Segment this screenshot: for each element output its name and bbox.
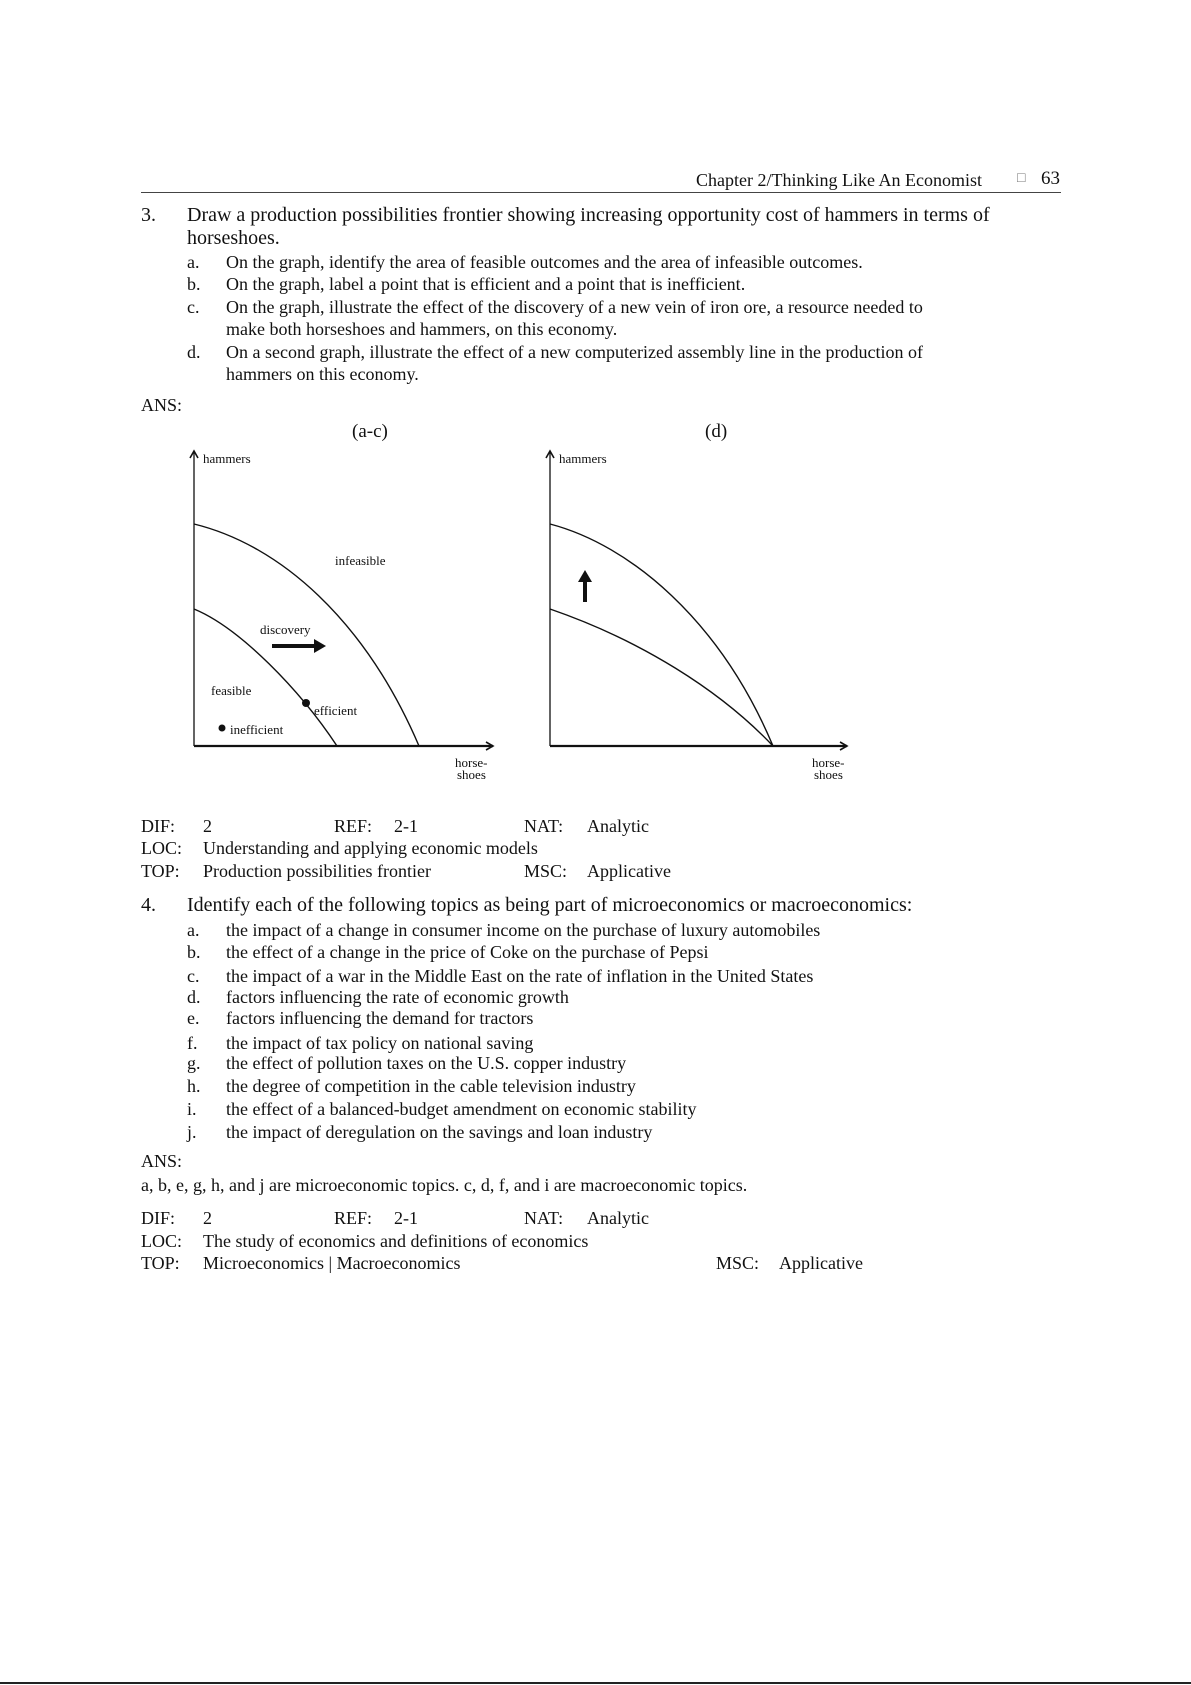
graph-a-c (194, 421, 493, 782)
item-letter: i. (187, 1099, 197, 1119)
y-axis-label: hammers (203, 451, 251, 466)
item-letter: h. (187, 1076, 201, 1096)
nat-label: NAT: (524, 1208, 564, 1228)
x-axis-label: shoes (814, 767, 843, 782)
x-axis-label: shoes (457, 767, 486, 782)
page-number: 63 (1041, 168, 1060, 189)
nat-value: Analytic (587, 1208, 649, 1228)
efficient-point (302, 699, 310, 707)
answer-text: a, b, e, g, h, and j are microeconomic topics. c, d, f, and i are macroeconomic topics. (141, 1175, 748, 1195)
item-text: the impact of deregulation on the savings and loan industry (226, 1122, 653, 1142)
item-text: the effect of pollution taxes on the U.S. copper industry (226, 1053, 627, 1073)
ref-value: 2-1 (394, 816, 418, 836)
item-text: hammers on this economy. (226, 364, 419, 384)
msc-value: Applicative (779, 1253, 863, 1273)
item-letter: f. (187, 1033, 198, 1053)
item-letter: c. (187, 966, 200, 986)
loc-label: LOC: (141, 1231, 183, 1251)
item-letter: j. (187, 1122, 197, 1142)
item-letter: g. (187, 1053, 201, 1073)
question-text: Identify each of the following topics as being part of microeconomics or macroeconomics: (187, 894, 913, 916)
item-text: On the graph, label a point that is efficient and a point that is inefficient. (226, 274, 746, 294)
original-ppf-curve (550, 609, 773, 746)
item-text: the impact of a war in the Middle East on the rate of inflation in the United States (226, 966, 814, 986)
loc-value: Understanding and applying economic models (203, 838, 538, 858)
dif-value: 2 (203, 816, 212, 836)
new-ppf-curve (550, 524, 773, 746)
top-value: Production possibilities frontier (203, 861, 431, 881)
box-glyph-icon: □ (1017, 171, 1026, 186)
item-letter: d. (187, 342, 201, 362)
infeasible-label: infeasible (335, 553, 386, 568)
ans-label: ANS: (141, 1151, 183, 1171)
item-letter: b. (187, 942, 201, 962)
dif-label: DIF: (141, 1208, 176, 1228)
inefficient-label: inefficient (230, 722, 284, 737)
ref-label: REF: (334, 1208, 373, 1228)
item-text: the impact of a change in consumer income on the purchase of luxury automobiles (226, 920, 821, 940)
dif-value: 2 (203, 1208, 212, 1228)
item-text: make both horseshoes and hammers, on this economy. (226, 319, 618, 339)
dif-label: DIF: (141, 816, 176, 836)
top-label: TOP: (141, 861, 180, 881)
graph-title: (d) (705, 421, 728, 442)
loc-value: The study of economics and definitions of economics (203, 1231, 589, 1251)
question-number: 4. (141, 894, 156, 916)
efficient-label: efficient (314, 703, 358, 718)
graph-d (550, 421, 847, 782)
nat-value: Analytic (587, 816, 649, 836)
item-text: On the graph, identify the area of feasible outcomes and the area of infeasible outcomes. (226, 252, 863, 272)
ans-label: ANS: (141, 395, 183, 415)
item-letter: b. (187, 274, 201, 294)
item-text: factors influencing the demand for tractors (226, 1008, 534, 1028)
item-text: the effect of a balanced-budget amendment on economic stability (226, 1099, 697, 1119)
item-text: On the graph, illustrate the effect of the discovery of a new vein of iron ore, a resource needed to (226, 297, 923, 317)
graph-title: (a-c) (352, 421, 388, 442)
msc-value: Applicative (587, 861, 671, 881)
question-text: horseshoes. (187, 227, 280, 249)
top-value: Microeconomics | Macroeconomics (203, 1253, 461, 1273)
inefficient-point (219, 725, 226, 732)
top-label: TOP: (141, 1253, 180, 1273)
msc-label: MSC: (716, 1253, 760, 1273)
running-header: Chapter 2/Thinking Like An Economist (696, 170, 982, 190)
question-number: 3. (141, 204, 156, 226)
ref-value: 2-1 (394, 1208, 418, 1228)
item-letter: e. (187, 1008, 200, 1028)
item-letter: a. (187, 252, 200, 272)
feasible-label: feasible (211, 683, 252, 698)
item-text: the effect of a change in the price of Coke on the purchase of Pepsi (226, 942, 709, 962)
question-text: Draw a production possibilities frontier showing increasing opportunity cost of hammers in terms of (187, 204, 990, 226)
item-letter: c. (187, 297, 200, 317)
item-letter: d. (187, 987, 201, 1007)
page-bottom-edge (0, 1682, 1191, 1684)
msc-label: MSC: (524, 861, 568, 881)
y-axis-label: hammers (559, 451, 607, 466)
nat-label: NAT: (524, 816, 564, 836)
x-axis-label: horse- (812, 755, 845, 770)
x-axis-label: horse- (455, 755, 488, 770)
item-text: factors influencing the rate of economic growth (226, 987, 569, 1007)
discovery-label: discovery (260, 622, 311, 637)
item-text: the impact of tax policy on national saving (226, 1033, 534, 1053)
item-letter: a. (187, 920, 200, 940)
loc-label: LOC: (141, 838, 183, 858)
item-text: the degree of competition in the cable television industry (226, 1076, 636, 1096)
item-text: On a second graph, illustrate the effect of a new computerized assembly line in the production of (226, 342, 923, 362)
ref-label: REF: (334, 816, 373, 836)
